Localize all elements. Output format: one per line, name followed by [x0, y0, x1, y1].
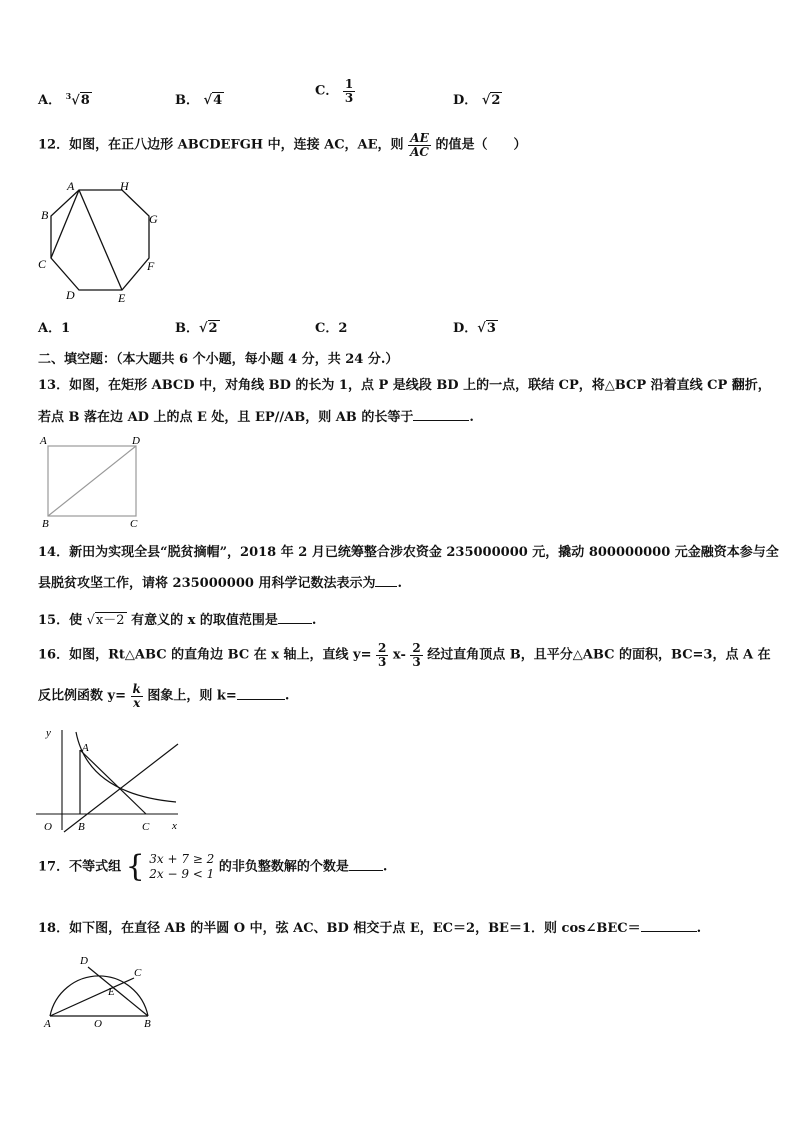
octagon-label-f: F: [147, 259, 155, 273]
graph-label-a: A: [82, 742, 89, 754]
rect-label-c: C: [130, 518, 138, 528]
rect-label-a: A: [40, 435, 47, 447]
semi-label-d: D: [80, 955, 88, 967]
q16-line2: 反比例函数 y= $\frac{k}{x}$ 图象上，则 k= .: [38, 682, 290, 710]
octagon-figure: [34, 178, 169, 306]
q11-option-c: C． $\frac{1}{3}$: [315, 77, 354, 105]
q12-option-d: D．√3: [453, 321, 496, 336]
function-graph-figure: [36, 722, 186, 837]
rect-label-d: D: [132, 435, 140, 447]
q11-option-a: A． $^3$√8: [38, 90, 90, 108]
semi-label-o: O: [94, 1018, 102, 1030]
q13-line2: 若点 B 落在边 AD 上的点 E 处，且 EP//AB，则 AB 的长等于 .: [38, 410, 474, 425]
q11-option-d: D． √2: [453, 93, 501, 108]
octagon-label-e: E: [118, 291, 126, 305]
semicircle-figure: [38, 950, 163, 1030]
semi-label-e: E: [108, 986, 115, 998]
octagon-label-g: G: [149, 212, 158, 226]
semi-label-c: C: [134, 967, 142, 979]
q12-stem: 12．如图，在正八边形 ABCDEFGH 中，连接 AC，AE，则 $\frac{AE}{AC}$ 的值是（ ）: [38, 131, 527, 159]
graph-label-y: y: [46, 727, 51, 739]
graph-label-c: C: [142, 821, 150, 833]
q17-inequality-2: 2x − 9 < 1: [149, 867, 215, 881]
q12-option-b: B．√2: [175, 321, 218, 336]
graph-label-x: x: [172, 820, 177, 832]
q18-stem: 18．如下图，在直径 AB 的半圆 O 中，弦 AC、BD 相交于点 E，EC＝2，BE＝1．则 cos∠BEC＝ .: [38, 921, 702, 936]
graph-label-b: B: [78, 821, 85, 833]
octagon-label-c: C: [38, 257, 47, 271]
octagon-label-b: B: [41, 208, 49, 222]
graph-label-o: O: [44, 821, 52, 833]
semi-label-b: B: [144, 1018, 151, 1030]
rect-label-b: B: [42, 518, 49, 528]
q12-option-a: A．1: [38, 321, 71, 336]
q16-line1: 16．如图，Rt△ABC 的直角边 BC 在 x 轴上，直线 y= $\frac{2}{3}$ x- $\frac{2}{3}$ 经过直角顶点 B，且平分△ABC 的面积，BC=3，点 A 在: [38, 641, 771, 669]
octagon-label-h: H: [120, 179, 129, 193]
semi-label-a: A: [44, 1018, 51, 1030]
octagon-label-a: A: [67, 179, 75, 193]
q14-line1: 14．新田为实现全县“脱贫摘帽”，2018 年 2 月已统筹整合涉农资金 235000000 元，撬动 800000000 元金融资本参与全: [38, 545, 779, 560]
q13-line1: 13．如图，在矩形 ABCD 中，对角线 BD 的长为 1，点 P 是线段 BD 上的一点，联结 CP，将△BCP 沿着直线 CP 翻折，: [38, 378, 771, 393]
q12-option-c: C．2: [315, 321, 348, 336]
section-fill-in-heading: 二、填空题：（本大题共 6 个小题，每小题 4 分，共 24 分.）: [38, 352, 399, 367]
q11-option-b: B． √4: [175, 93, 223, 108]
q17-stem: 17．不等式组 { 3x + 7 ≥ 2 2x − 9 < 1 的非负整数解的个数是 .: [38, 849, 388, 884]
rectangle-figure: [38, 432, 148, 528]
q14-line2: 县脱贫攻坚工作，请将 235000000 用科学记数法表示为 .: [38, 576, 402, 591]
q15-stem: 15．使 √x－2 有意义的 x 的取值范围是 .: [38, 613, 317, 628]
q17-inequality-1: 3x + 7 ≥ 2: [149, 852, 215, 866]
octagon-label-d: D: [66, 288, 75, 302]
